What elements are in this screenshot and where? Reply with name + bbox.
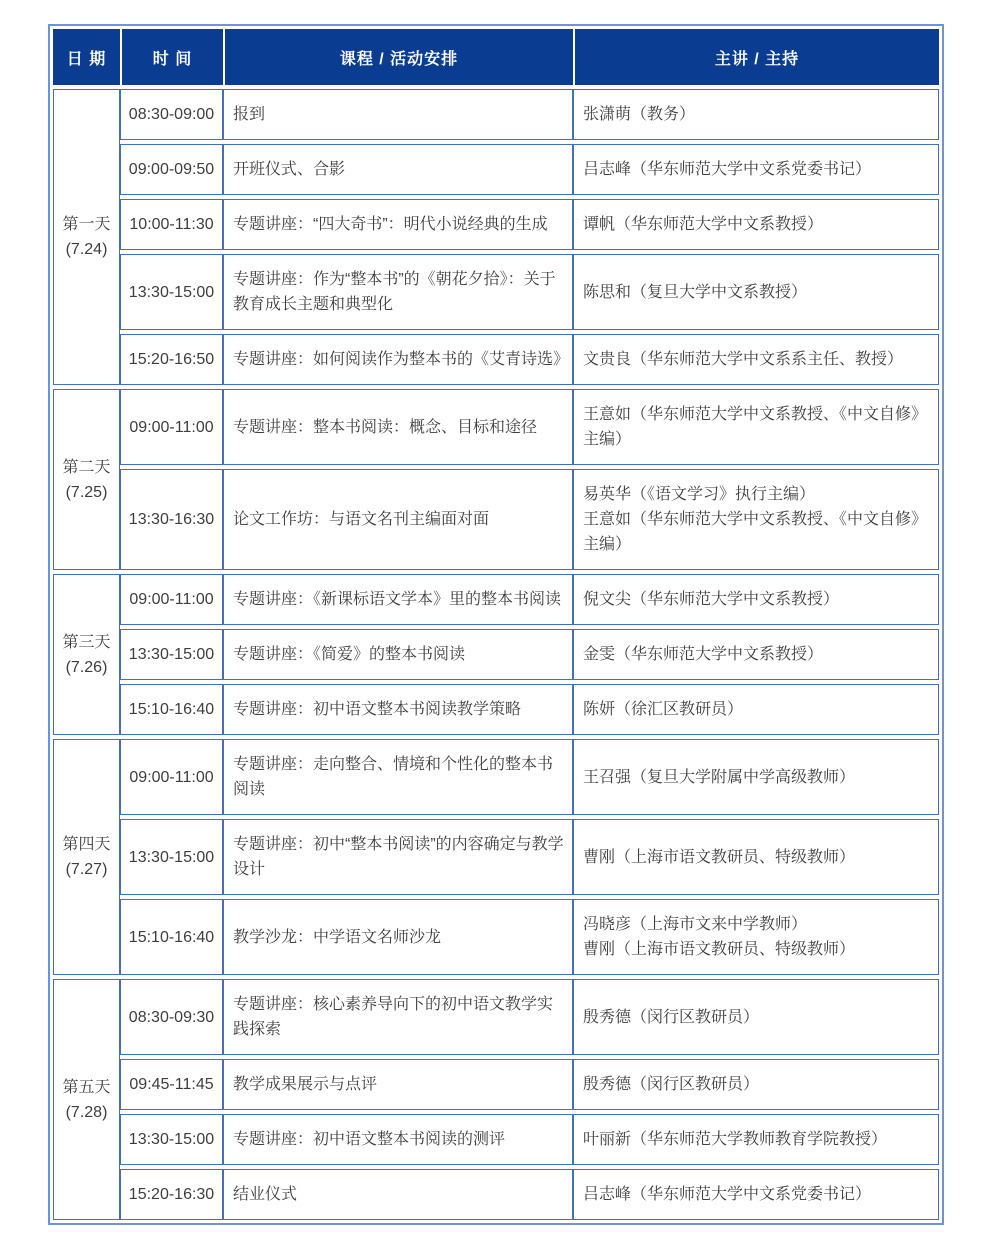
- course-cell: 专题讲座：《简爱》的整本书阅读: [223, 629, 573, 680]
- day-name: 第二天: [62, 458, 111, 476]
- speaker-line: 张潇萌（教务）: [583, 106, 696, 123]
- course-cell: 专题讲座：如何阅读作为整本书的《艾青诗选》: [223, 334, 573, 385]
- header-date: 日 期: [53, 29, 120, 85]
- time-cell: 08:30-09:30: [120, 979, 223, 1055]
- course-cell: 专题讲座：初中语文整本书阅读教学策略: [223, 684, 573, 735]
- speaker-cell: [573, 739, 939, 815]
- speaker-line: 易英华（《语文学习》执行主编）: [583, 486, 816, 503]
- speaker-line: 王意如（华东师范大学中文系教授、《中文自修》主编）: [583, 511, 928, 553]
- speaker-cell: [573, 629, 939, 680]
- day-group-4: [53, 739, 939, 975]
- speaker-line: 陈妍（徐汇区教研员）: [583, 701, 744, 718]
- speaker-cell: [573, 1114, 939, 1165]
- speaker-line: 曹刚（上海市语文教研员、特级教师）: [583, 941, 856, 958]
- day-label: [53, 574, 120, 735]
- speaker-line: 殷秀德（闵行区教研员）: [583, 1076, 760, 1093]
- time-cell: 15:10-16:40: [120, 684, 223, 735]
- time-cell: 13:30-16:30: [120, 469, 223, 570]
- speaker-line: 倪文尖（华东师范大学中文系教授）: [583, 591, 840, 608]
- day-name: 第一天: [62, 216, 111, 233]
- time-cell: 15:10-16:40: [120, 899, 223, 975]
- course-cell: 开班仪式、合影: [223, 144, 573, 195]
- course-cell: 专题讲座：作为“整本书”的《朝花夕拾》：关于教育成长主题和典型化: [223, 254, 573, 330]
- course-cell: 教学沙龙：中学语文名师沙龙: [223, 899, 573, 975]
- speaker-cell: [573, 574, 939, 625]
- day-date: (7.28): [65, 1103, 108, 1121]
- course-cell: 专题讲座：核心素养导向下的初中语文教学实践探索: [223, 979, 573, 1055]
- speaker-line: 叶丽新（华东师范大学教师教育学院教授）: [583, 1131, 888, 1148]
- day-date: (7.26): [65, 658, 108, 676]
- course-cell: 专题讲座：“四大奇书”：明代小说经典的生成: [223, 199, 573, 250]
- day-group-1: [53, 89, 939, 385]
- speaker-cell: [573, 1059, 939, 1110]
- schedule-table: [48, 24, 944, 1225]
- course-cell: 结业仪式: [223, 1169, 573, 1220]
- course-cell: 论文工作坊：与语文名刊主编面对面: [223, 469, 573, 570]
- day-group-5: [53, 979, 939, 1220]
- header-course: 课程 / 活动安排: [223, 29, 573, 85]
- day-label: [53, 739, 120, 975]
- day-date: (7.24): [65, 241, 108, 258]
- time-cell: 15:20-16:30: [120, 1169, 223, 1220]
- day-label: [53, 89, 120, 385]
- time-cell: 09:00-11:00: [120, 389, 223, 465]
- course-cell: 专题讲座：整本书阅读：概念、目标和途径: [223, 389, 573, 465]
- speaker-line: 金雯（华东师范大学中文系教授）: [583, 646, 824, 663]
- speaker-line: 王意如（华东师范大学中文系教授、《中文自修》主编）: [583, 406, 928, 448]
- course-cell: 专题讲座：初中语文整本书阅读的测评: [223, 1114, 573, 1165]
- speaker-cell: [573, 89, 939, 140]
- day-date: (7.27): [65, 861, 108, 878]
- speaker-cell: [573, 469, 939, 570]
- speaker-line: 殷秀德（闵行区教研员）: [583, 1008, 760, 1026]
- speaker-line: 王召强（复旦大学附属中学高级教师）: [583, 768, 856, 786]
- header-time: 时 间: [120, 29, 223, 85]
- day-label: [53, 389, 120, 570]
- speaker-line: 冯晓彦（上海市文来中学教师）: [583, 916, 808, 933]
- time-cell: 13:30-15:00: [120, 629, 223, 680]
- time-cell: 08:30-09:00: [120, 89, 223, 140]
- time-cell: 09:45-11:45: [120, 1059, 223, 1110]
- speaker-cell: [573, 819, 939, 895]
- course-cell: 报到: [223, 89, 573, 140]
- day-group-2: [53, 389, 939, 570]
- course-cell: 专题讲座：初中“整本书阅读”的内容确定与教学设计: [223, 819, 573, 895]
- time-cell: 13:30-15:00: [120, 254, 223, 330]
- time-cell: 10:00-11:30: [120, 199, 223, 250]
- speaker-line: 吕志峰（华东师范大学中文系党委书记）: [583, 161, 872, 178]
- time-cell: 09:00-11:00: [120, 739, 223, 815]
- day-date: (7.25): [65, 483, 108, 501]
- day-name: 第五天: [62, 1078, 111, 1096]
- speaker-line: 陈思和（复旦大学中文系教授）: [583, 283, 808, 301]
- course-cell: 专题讲座：《新课标语文学本》里的整本书阅读: [223, 574, 573, 625]
- speaker-cell: [573, 199, 939, 250]
- header-speaker: 主讲 / 主持: [573, 29, 939, 85]
- speaker-cell: [573, 979, 939, 1055]
- day-label: [53, 979, 120, 1220]
- speaker-line: 谭帆（华东师范大学中文系教授）: [583, 216, 824, 233]
- course-cell: 专题讲座：走向整合、情境和个性化的整本书阅读: [223, 739, 573, 815]
- speaker-cell: [573, 254, 939, 330]
- speaker-cell: [573, 334, 939, 385]
- day-group-3: [53, 574, 939, 735]
- time-cell: 13:30-15:00: [120, 1114, 223, 1165]
- time-cell: 15:20-16:50: [120, 334, 223, 385]
- time-cell: 09:00-09:50: [120, 144, 223, 195]
- speaker-line: 吕志峰（华东师范大学中文系党委书记）: [583, 1186, 872, 1203]
- day-name: 第三天: [62, 633, 111, 651]
- course-cell: 教学成果展示与点评: [223, 1059, 573, 1110]
- day-name: 第四天: [62, 836, 111, 853]
- speaker-cell: [573, 144, 939, 195]
- time-cell: 13:30-15:00: [120, 819, 223, 895]
- speaker-line: 曹刚（上海市语文教研员、特级教师）: [583, 848, 856, 866]
- time-cell: 09:00-11:00: [120, 574, 223, 625]
- table-header: [53, 29, 939, 85]
- speaker-cell: [573, 684, 939, 735]
- speaker-cell: [573, 1169, 939, 1220]
- speaker-cell: [573, 389, 939, 465]
- speaker-line: 文贵良（华东师范大学中文系系主任、教授）: [583, 351, 904, 368]
- speaker-cell: [573, 899, 939, 975]
